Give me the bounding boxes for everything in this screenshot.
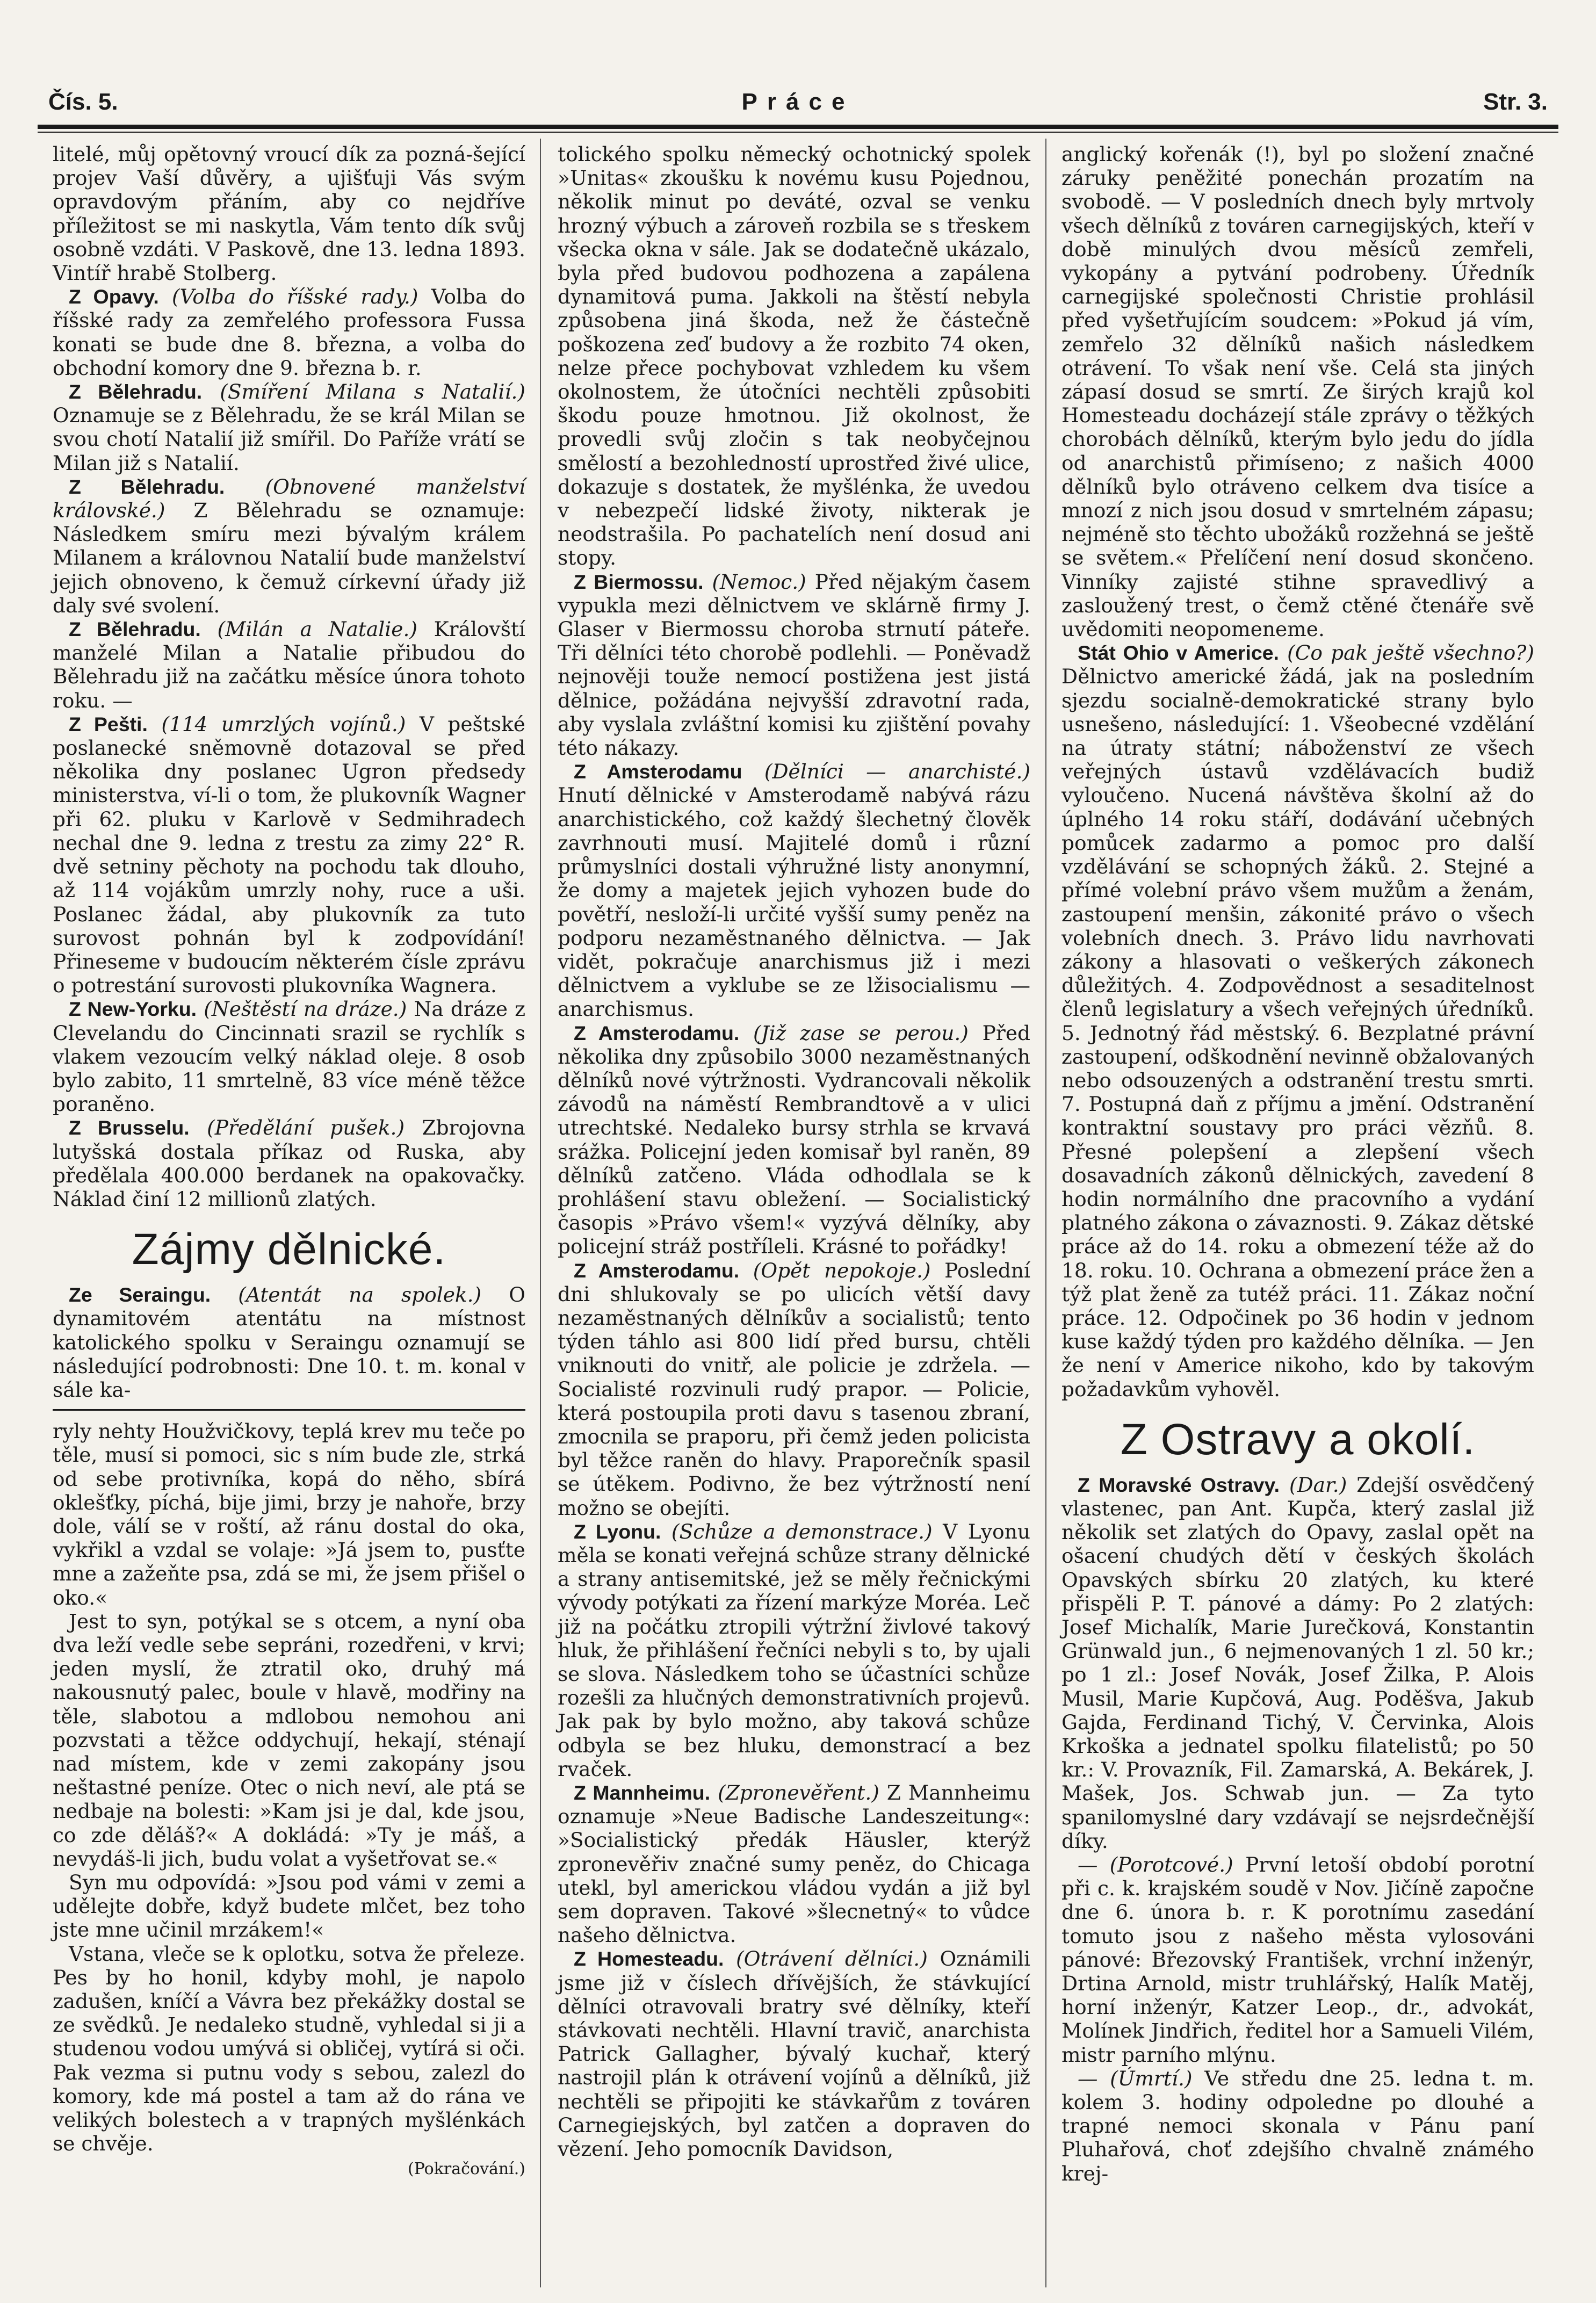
news-item-new-york: Z New-Yorku. (Neštěstí na dráze.) Na dráze z Clevelandu do Cincinnati srazil se rychlík s vlakem vezoucím velký náklad oleje. 8 osob bylo zabito, 11 smrtelně, 83 více méně těžce poraněno. <box>53 997 525 1116</box>
header-rule-thin <box>38 132 1558 133</box>
story-paragraph: Vstana, vleče se k oplotku, sotva že přelezе. Pes by ho honil, kdyby mohl, je napolo zadušen, kníčí a Vávra bez překážky dostal se ze svědků. Je nedaleko studně, vyhledal si ji a studenou vodou umývá si obličej, vytírá si oči. Pak vezma si putnu vody s sebou, zalezl do komory, kde má postel a tam až do rána ve velikých bolestech a v trapných myšlénkách se chvěje. <box>53 1941 525 2156</box>
news-item-lyon: Z Lyonu. (Schůze a demonstrace.) V Lyonu měla se konati veřejná schůze strany dělnické a strany antisemitské, jež se měly řečnickými vývody potýkati za řízení markýze Moréa. Leč již na počátku ztropili výtržní živlové takový hluk, že přihlášení řečníci nebyli s to, by ujali se slova. Následkem toho se účastníci schůze rozešli za hlučných demonstrativních projevů. Jak pak by bylo možno, aby taková schůze odbyla se bez hluku, demonstrací a bez rvaček. <box>558 1519 1031 1781</box>
article-paragraph: litelé, můj opětovný vroucí dík za pozná-šející projev Vaší důvěry, a ujišťuji Vás svým opravdovým přáním, aby co nejdříve příležitost se mi naskytla, Vám tento dík svůj osobně vzdáti. V Paskově, dne 13. ledna 1893. Vintíř hrabě Stolberg. <box>53 142 525 285</box>
header-rule <box>38 125 1558 129</box>
news-item-ohio: Stát Ohio v Americe. (Co pak ještě všechno?) Dělnictvo americké žádá, jak na posledním sjezdu socialně-demokratické strany bylo usnešeno, následující: 1. Všeobecné vzdělání na útraty státní; náboženství ze všech veřejných ústavů vzdělávacích budiž vyloučeno. Nucená návštěva školní až do úplného 14 roku stáří, dodávání učebných pomůcek zadarmo a pomoc pro další vzdělávání se schopných žáků. 2. Stejné a přímé volební právo všem mužům a ženám, zastoupení menšin, zákonité právo o všech volebních dnech. 3. Právo lidu navrhovati zákony a hlasovati o veškerých zákonech důležitých. 4. Zodpovědnost a sesaditelnost členů legislatury a všech veřejných úředníků. 5. Jednotný řád městský. 6. Bezplatné právní zastoupení, odškodnění nevinně obžalovaných nebo odsouzených a odstranění trestu smrti. 7. Postupná daň z příjmu a jmění. Odstranění kontraktní soustavy pro práci vězňů. 8. Přesné polepšení a zlepšení všech dosavadních zákonů dělnických, zavedení 8 hodin normálního dne pracovního a vydání platného zákona o závaznosti. 9. Zákaz dětské práce až do 14. roku a obmezení téže až do 18. roku. 10. Ochrana a obmezení práce žen a týž plat ženě za tutéž práci. 11. Zákaz noční práce. 12. Odpočinek po 36 hodin v jednom kuse každý týden pro každého dělníka. — Jen že není v Americe nikoho, kdo by takovým požadavkům vyhověl. <box>1061 641 1535 1401</box>
story-paragraph: ryly nehty Houžvičkovy, teplá krev mu teče po těle, musí si pomoci, sic s ním bude zle, strká od sebe protivníka, kopá do něho, sbírá oklešťky, píchá, bije jimi, brzy je nahoře, brzy dole, válí se v roští, až ránu dostal do oka, vykřikl a vzdal se volaje: »Já jsem to, pusťte mne a zažeňte psa, zdá se mi, že jsem přišel o oko.« <box>53 1419 525 1609</box>
news-item-amsterodam-1: Z Amsterodamu (Dělníci — anarchisté.) Hnutí dělnické v Amsterodamě nabývá rázu anarchistického, což každý šlechetný člověk zavrhnouti musí. Majitelé domů i různí průmyslníci dostali výhružné listy anonymní, že domy a majetek jejich vyhozen bude do povětří, nesloží-li určité vyšší sumy peněz na podporu nezaměstnaného dělnictva. — Jak vidět, pokračuje anarchismus již i mezi dělnictvem a vyklube se ze lžisocialismu — anarchismus. <box>558 760 1031 1021</box>
page-number: Str. 3. <box>1483 89 1548 115</box>
news-item-umrti: — (Úmrtí.) Ve středu dne 25. ledna t. m. kolem 3. hodiny odpoledne po dlouhé a trapné nemoci skonala v Pánu paní Pluhařová, choť zdejšího chvalně známého krej- <box>1061 2066 1534 2185</box>
story-paragraph: Jest to syn, potýkal se s otcem, a nyní oba dva leží vedle sebe sepráni, rozedřeni, v krvi; jeden myslí, že ztratil oko, druhý má nakousnutý palec, boule v hlavě, modřiny na těle, slabotou a mdlobou nemohou ani pozvstati a těžce oddychují, hekají, sténají nad místem, kde v zemi zakopány jsou neštastné peníze. Otec o nich neví, ale ptá se nedbaje na bolesti: »Kam jsi je dal, kde jsou, co zde děláš?« A dokládá: »Ty je máš, a nevydáš-li jich, budu volat a vyšetřovat se.« <box>53 1609 525 1871</box>
news-item-pest: Z Pešti. (114 umrzlých vojínů.) V peštské poslanecké sněmovně dotazoval se před několika dny poslanec Ugron předsedy ministerstva, ví-li o tom, že plukovník Wagner při 62. pluku v Karlově v Sedmihradech nechal dne 9. ledna z trestu za zimy 22° R. dvě setniny pěchoty na pochodu tak dlouho, až 114 vojákům umrzly nohy, ruce a uši. Poslanec žádal, aby plukovník za tuto surovost pohnán byl k zodpovídání! Přineseme v budoucím některém čísle zprávu o potrestání surovosti plukovníka Wagnera. <box>53 712 525 998</box>
news-item-homestead: Z Homesteadu. (Otrávení dělníci.) Oznámili jsme již v číslech dřívějších, že stávkující dělníci otravovali bratry své dělníky, kteří stávkovati nechtěli. Hlavní travič, anarchista Patrick Gallagher, bývalý kuchař, který nastrojil plán k otrávení vojínů a dělníků, již nechtěli se připojiti ke stávkařům z továren Carnegiejských, byl zatčen a dopraven do vězení. Jeho pomocník Davidson, <box>558 1947 1030 2161</box>
column-divider <box>1045 139 1046 2287</box>
column-divider <box>540 139 541 2287</box>
news-item-biermoss: Z Biermossu. (Nemoc.) Před nějakým časem vypukla mezi dělnictvem ve sklárně firmy J. Glaser v Biermossu choroba strnutí páteře. Tři dělníci této chorobě podlehli. — Poněvadž nejnověji touže nemocí postižena jest jistá dělnice, požádána nejvyšší zdravotní rada, aby vyslala zvláštní komisi ku zjištění povahy této nákazy. <box>558 569 1030 760</box>
article-paragraph: tolického spolku německý ochotnický spolek »Unitas« zkoušku k novému kusu Pojednou, několik minut po deváté, ozval se venku hrozný výbuch a zároveň rozbila se s třeskem všecka okna v sále. Jak se dodatečně ukázalo, byla před budovou podhozena a zapálena dynamitová puma. Jakkoli na štěstí nebyla způsobena jiná škoda, než že částečně poškozena zeď budovy a že rozbito 74 oken, nelze přece pochybovat vzhledem ku všem okolnostem, že útočníci nechtěli způsobiti škodu pouze hmotnou. Již okolnost, že provedli svůj zločin s tak neobyčejnou smělostí a bezohledností uprostřed živé ulice, dokazuje s dostatek, že myšlénka, že uvedou v nebezpečí lidské životy, nikterak je neodstrašila. Po pachatelích není dosud ani stopy. <box>558 142 1030 570</box>
news-item-opava: Z Opavy. (Volba do říšské rady.) Volba do říšské rady za zemřelého professora Fussa konati se bude dne 8. března, a volba do obchodní komory dne 9. března b. r. <box>53 285 526 380</box>
newspaper-title: Práce <box>741 89 855 115</box>
column-3 <box>1061 142 1534 2185</box>
news-item-belehrad-2: Z Bělehradu. (Obnovené manželství královské.) Z Bělehradu se oznamuje: Následkem smíru mezi bývalým králem Milanem a královnou Natalií bude manželství jejich obnoveno, k čemuž církevní úřady již daly své svolení. <box>53 474 525 617</box>
continuation-note: (Pokračování.) <box>408 2160 525 2179</box>
feuilleton-rule <box>53 1409 525 1411</box>
section-heading: Zájmy dělnické. <box>132 1225 446 1274</box>
news-item-amsterodam-2: Z Amsterodamu. (Již zase se perou.) Před několika dny způsobilo 3000 nezaměstnaných dělníků nové výtržnosti. Vydrancovali několik závodů na náměstí Rembrandtově a v ulici utrechtské. Nedaleko bursy strhla se krvavá srážka. Policejní jeden komisař byl raněn, 89 dělníků zatčeno. Vláda odhodlala se k prohlášení stavu obležení. — Socialistický časopis »Právo všem!« vyzývá dělníky, aby policejní stráž postříleli. Krásné to pořádky! <box>558 1021 1031 1259</box>
news-item-moravska-ostrava: Z Moravské Ostravy. (Dar.) Zdejší osvědčený vlastenec, pan Ant. Kupča, který zaslal již několik set zlatých do Opavy, zaslal opět na ošacení chudých dětí v českých školách Opavských sbírku 20 zlatých, ku které přispěli P. T. pánové a dámy: Po 2 zlatých: Josef Michalík, Marie Jurečková, Konstantin Grünwald jun., 6 nejmenovaných 1 zl. 50 kr.; po 1 zl.: Josef Novák, Josef Žilka, P. Alois Musil, Marie Kupčová, Aug. Poděšva, Jakub Gajda, Ferdinand Tichý, V. Červinka, Alois Krkoška a jednatel spolku filatelistů; po 50 kr.: V. Provazník, Fil. Zamarská, A. Bekárek, J. Mašek, Jos. Schwab jun. — Za tyto spanilomyslné dary vzdávají se nejsrdečnější díky. <box>1061 1472 1535 1853</box>
news-item-amsterodam-3: Z Amsterodamu. (Opět nepokoje.) Poslední dni shlukovaly se po ulicích větší davy nezaměstnaných dělníkův a socialistů; tento týden táhlo asi 800 lidí před bursu, chtěli vniknouti do vnitř, ale policie je zdržela. — Socialisté rozvinuli rudý prapor. — Policie, která postoupila proti davu s tasenou zbraní, zmocnila se praporu, při čemž jeden policista byl těžce raněn do hlavy. Praporečník spasil se útěkem. Podivno, že bez výtržností není možno se obejíti. <box>558 1258 1030 1520</box>
news-item-mannheim: Z Mannheimu. (Zpronevěřent.) Z Mannheimu oznamuje »Neue Badische Landeszeitung«: »Socialistický předák Häusler, kterýž zpronevěřiv značné sumy peněz, do Chicaga utekl, byl americkou vládou vydán a již byl sem dopraven. Takové »šlecnetný« to vůdce našeho dělnictva. <box>558 1781 1030 1947</box>
page-header <box>38 89 1558 126</box>
news-item-belehrad-3: Z Bělehradu. (Milán a Natalie.) Královští manželé Milan a Natalie přibudou do Bělehradu již na začátku měsíce února tohoto roku. — <box>53 617 526 712</box>
news-item-belehrad-1: Z Bělehradu. (Smíření Milana s Natalií.) Oznamuje se z Bělehradu, že se král Milan se svou chotí Natalií již smířil. Do Paříže vrátí se Milan již s Natalií. <box>53 380 526 475</box>
article-paragraph: anglický kořenák (!), byl po složení značné záruky peněžité ponechán prozatím na svobodě. — V posledních dnech byly mrtvoly všech dělníků z továren carnegijských, kteří v době minulých dvou měsíců zemřeli, vykopány a pytvání podrobeny. Úředník carnegijské společnosti Christie prohlásil před vyšetřujícím soudcem: »Pokud já vím, zemřelo 32 dělníků našich následkem otrávení. To však není vše. Celá sta jiných zápasí dosud se smrtí. Ze širých krajů kol Homesteadu docházejí stále zprávy o těžkých chorobách dělníků, kterým bylo jedu do jídla od anarchistů přimíseno; z našich 4000 dělníků bylo otráveno celkem dva tisíce a mnozí z nich jsou dosud v smrtelném zápasu; nejméně sto těchto ubožáků rozžehná se ještě se světem.« Přelíčení není dosud skončeno. Vinníky zajisté stihne spravedlivý a zasloužený trest, o čemž ctěné čtenáře svě uvědomiti neopomeneme. <box>1061 142 1534 641</box>
news-item-porotcove: — (Porotcové.) První letoší období porotní při c. k. krajském soudě v Nov. Jičíně započne dne 6. února b. r. K porotnímu zasedání tomuto jsou z našeho města vylosováni pánové: Březovský František, vrchní inženýr, Drtina Arnold, mistr truhlářský, Halík Matěj, horní inženýr, Katzer Leop., dr., advokát, Molínek Jindřich, ředitel hor a Samueli Vilém, mistr parního mlýnu. <box>1061 1853 1534 2067</box>
section-heading: Z Ostravy a okolí. <box>1120 1414 1476 1464</box>
issue-number: Čís. 5. <box>48 89 118 115</box>
news-item-seraing: Ze Seraingu. (Atentát na spolek.) O dynamitovém atentátu na místnost katolického spolku v Seraingu oznamují se následující podrobnosti: Dne 10. t. m. konal v sále ka- <box>53 1283 526 1402</box>
column-2 <box>558 142 1030 2161</box>
column-1 <box>53 142 525 2182</box>
story-paragraph: Syn mu odpovídá: »Jsou pod vámi v zemi a udělejte dobře, když budete mlčet, bez toho jste mne učinil mrzákem!« <box>53 1871 525 1942</box>
news-item-brussel: Z Brusselu. (Předělání pušek.) Zbrojovna lutyšská dostala příkaz od Ruska, aby předělala 400.000 berdanek na opakovačky. Náklad činí 12 millionů zlatých. <box>53 1116 525 1211</box>
